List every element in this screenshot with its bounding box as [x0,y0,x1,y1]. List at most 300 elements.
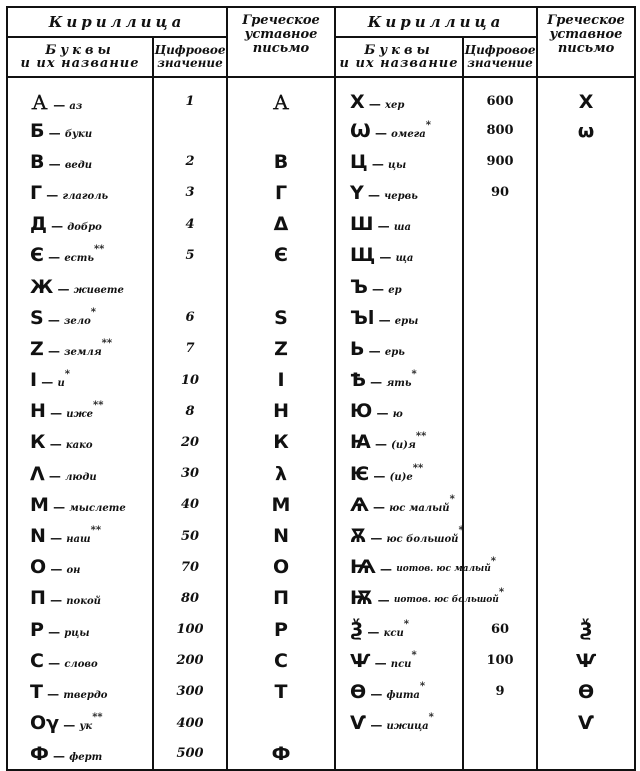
header-letters-left [7,37,153,77]
dash: — [364,96,386,111]
left-letter-cell [7,583,153,614]
numeric-value: 100 [463,645,537,676]
numeric-value [463,739,537,770]
letter-glyph: Н [30,400,46,423]
header-numeric-line1: Цифровое [154,43,226,57]
cyrillic-table [6,6,636,771]
numeric-value [463,302,537,333]
letter-name: аз [69,101,83,112]
left-letter-cell [7,146,153,177]
footnote-mark: ** [92,712,103,724]
letter-name: зело [64,315,91,327]
dash: — [45,406,67,421]
letter-name: и [57,378,65,390]
footnote-mark: * [64,369,70,381]
greek-letter: Х [537,77,635,115]
dash: — [366,718,387,733]
letter-name: люди [65,471,97,483]
table-row [7,333,635,364]
letter-glyph: О [30,556,47,579]
header-greek-right: Греческое уставное письмо [537,7,635,77]
letter-glyph: І [30,369,38,392]
dash: — [375,562,397,577]
letter-glyph: Ѱ [350,649,371,672]
letter-name: ук [79,721,93,733]
letter-glyph: Ж [30,275,54,298]
right-letter-cell [335,271,463,302]
table-row [7,177,635,208]
dash: — [370,655,391,670]
greek-letter: Ａ [227,77,335,115]
numeric-value: 60 [463,614,537,645]
left-letter-cell [7,676,153,707]
letter-glyph: Г [30,181,43,204]
left-letter-cell [7,739,153,770]
greek-letter: Т [227,676,335,707]
letter-glyph: Ф [30,742,49,765]
left-letter-cell [7,271,153,302]
dash: — [42,187,63,202]
left-letter-cell [7,209,153,240]
footnote-mark: ** [92,400,104,412]
footnote-mark: * [428,712,434,724]
letter-name: ижица [386,721,429,733]
dash: — [48,499,70,514]
footnote-mark: ** [90,525,102,537]
right-letter-cell [335,77,463,115]
greek-letter: Р [227,614,335,645]
dash: — [44,468,66,483]
letter-name: покой [66,596,101,608]
header-letters-line1: Буквы [45,43,115,58]
footnote-mark: * [411,649,417,661]
letter-glyph: В [30,150,45,173]
left-letter-cell [7,520,153,551]
greek-letter [537,271,635,302]
dash: — [364,343,385,358]
numeric-value [463,427,537,458]
dash: — [374,312,395,327]
greek-letter: Ѯ [537,614,635,645]
header-letters-line1: Буквы [364,43,434,58]
greek-letter [537,302,635,333]
letter-glyph: Ａ [30,92,50,114]
letter-name: он [66,565,81,577]
letter-name: твердо [63,689,108,701]
numeric-value: 10 [153,365,227,396]
numeric-value [463,396,537,427]
letter-glyph: Ѕ [30,306,44,329]
table-body [7,77,635,770]
footnote-mark: * [403,618,409,630]
table-row [7,614,635,645]
table-row [7,583,635,614]
letter-name: пси [390,658,412,670]
right-letter-cell [335,115,463,146]
table-row [7,708,635,739]
dash: — [368,499,390,514]
table-row [7,458,635,489]
dash: — [43,250,65,265]
greek-letter: Ѵ [537,708,635,739]
dash: — [370,125,392,140]
letter-glyph: Д [30,213,47,236]
header-numeric-left [153,37,227,77]
header-numeric-line2: значение [467,56,533,70]
footnote-mark: * [90,306,97,318]
letter-name: ша [393,222,411,234]
numeric-value: 20 [153,427,227,458]
letter-glyph: Т [30,680,43,703]
letter-name: ферт [69,751,103,763]
letter-name: есть [64,253,94,265]
letter-name: (и)я [391,440,416,452]
header-numeric-line2: значение [157,56,223,70]
numeric-value: 6 [153,302,227,333]
dash: — [43,655,65,670]
numeric-value: 2 [153,146,227,177]
letter-glyph: К [30,431,46,454]
numeric-value [463,271,537,302]
left-letter-cell [7,177,153,208]
greek-letter: Ѳ [537,676,635,707]
footnote-mark: ** [415,431,427,443]
letter-glyph: Оγ [30,712,60,735]
letter-name: ер [388,284,402,296]
header-numeric-line1: Цифровое [464,43,536,57]
letter-name: рцы [64,627,90,639]
right-letter-cell [335,240,463,271]
footnote-mark: * [419,680,426,692]
letter-glyph: Щ [350,244,376,267]
dash: — [363,187,385,202]
letter-name: буки [64,128,93,140]
letter-glyph: Ѡ [350,119,371,142]
dash: — [45,437,66,452]
letter-glyph: Ъ [350,275,368,298]
right-letter-cell [335,489,463,520]
footnote-mark: * [425,119,432,131]
dash: — [44,125,65,140]
greek-letter [537,177,635,208]
table-row [7,146,635,177]
greek-letter: Ѱ [537,645,635,676]
letter-glyph: Б [30,119,45,142]
letter-name: (и)е [389,471,413,483]
letter-name: земля [64,346,102,358]
right-letter-cell [335,146,463,177]
numeric-value: 500 [153,739,227,770]
table-row [7,645,635,676]
letter-name: иже [66,409,93,421]
footnote-mark: * [498,587,505,599]
table-row [7,739,635,770]
dash: — [369,468,390,483]
numeric-value: 7 [153,333,227,364]
letter-name: ю [392,409,403,421]
greek-letter: Β [227,146,335,177]
greek-letter: Є [227,240,335,271]
footnote-mark: * [411,369,417,381]
numeric-value [463,458,537,489]
table-row [7,489,635,520]
numeric-value: 90 [463,177,537,208]
numeric-value [463,209,537,240]
table-row [7,115,635,146]
dash: — [43,624,65,639]
letter-glyph: Р [30,618,44,641]
header-numeric-right [463,37,537,77]
dash: — [363,624,384,639]
numeric-value: 8 [153,396,227,427]
numeric-value [463,708,537,739]
numeric-value [153,271,227,302]
letter-glyph: Є [30,244,44,267]
dash: — [366,686,387,701]
numeric-value [463,489,537,520]
letter-name: мыслете [69,502,126,514]
header-cyrillic-left: Кириллица [7,7,227,37]
right-letter-cell [335,708,463,739]
numeric-value [153,115,227,146]
dash: — [372,406,393,421]
letter-glyph: Ѭ [350,587,374,610]
right-letter-cell [335,365,463,396]
greek-letter: М [227,489,335,520]
left-letter-cell [7,645,153,676]
numeric-value: 80 [153,583,227,614]
numeric-value: 900 [463,146,537,177]
greek-letter [537,739,635,770]
dash: — [366,531,387,546]
header-greek-left: Греческое уставное письмо [227,7,335,77]
left-letter-cell [7,240,153,271]
left-letter-cell [7,458,153,489]
footnote-mark: ** [101,337,113,349]
dash: — [43,343,65,358]
letter-name: добро [67,222,102,234]
table-row [7,365,635,396]
greek-letter: Ѕ [227,302,335,333]
right-letter-cell [335,552,496,583]
table-row [7,240,635,271]
left-letter-cell [7,365,153,396]
numeric-value: 3 [153,177,227,208]
letter-glyph: Ζ [30,337,44,360]
dash: — [45,531,67,546]
greek-letter: Γ [227,177,335,208]
letter-glyph: Ц [350,150,368,173]
letter-name: слово [64,658,98,670]
dash: — [45,593,67,608]
letter-name: наш [66,534,91,546]
dash: — [53,281,74,296]
greek-letter [537,520,635,551]
letter-name: цы [388,159,407,171]
letter-glyph: Ѣ [350,369,366,392]
letter-glyph: Ү [350,181,364,204]
numeric-value: 600 [463,77,537,115]
letter-glyph: Ѧ [350,493,369,516]
letter-glyph: М [30,493,49,516]
greek-letter: Ζ [227,333,335,364]
letter-glyph: Ѫ [350,525,367,548]
letter-name: како [65,440,93,452]
right-letter-cell [335,645,463,676]
letter-glyph: Ъl [350,306,375,329]
header-letters-line2: и их название [20,56,140,71]
dash: — [373,219,394,234]
numeric-value: 300 [153,676,227,707]
greek-letter: Ф [227,739,335,770]
greek-letter: Δ [227,209,335,240]
greek-letter: N [227,520,335,551]
table-row [7,676,635,707]
greek-letter: І [227,365,335,396]
letter-glyph: Ш [350,213,374,236]
dash: — [365,375,387,390]
header-cyrillic-right: Кириллица [335,7,537,37]
numeric-value: 9 [463,676,537,707]
greek-letter [537,458,635,489]
footnote-mark: * [490,556,496,568]
numeric-value: 800 [463,115,537,146]
left-letter-cell [7,552,153,583]
letter-name: кси [383,627,404,639]
dash: — [370,437,392,452]
greek-letter [537,427,635,458]
greek-letter [537,146,635,177]
table-row [7,302,635,333]
greek-letter [537,333,635,364]
numeric-value: 4 [153,209,227,240]
footnote-mark: ** [93,244,105,256]
letter-name: юс малый [389,502,450,514]
letter-name: хер [385,99,405,111]
dash: — [367,281,389,296]
letter-name: ща [395,253,414,265]
greek-letter: П [227,583,335,614]
numeric-value: 200 [153,645,227,676]
table-row [7,77,635,115]
table-row [7,552,635,583]
right-letter-cell [335,177,463,208]
greek-letter [537,489,635,520]
numeric-value [463,365,537,396]
letter-glyph: Ꙗ [350,431,371,454]
numeric-value: 50 [153,520,227,551]
letter-name: червь [384,190,418,202]
footnote-mark: ** [412,462,424,474]
left-letter-cell [7,115,153,146]
letter-glyph: П [30,587,46,610]
greek-letter [537,365,635,396]
right-letter-cell [335,739,463,770]
table-row [7,520,635,551]
dash: — [43,312,65,327]
numeric-value: 40 [153,489,227,520]
dash: — [373,593,394,608]
numeric-value: 5 [153,240,227,271]
footnote-mark: * [458,525,464,537]
numeric-value [463,520,537,551]
letter-name: ять [386,378,412,390]
left-letter-cell [7,427,153,458]
right-letter-cell [335,427,463,458]
letter-name: еры [394,315,419,327]
table-row [7,209,635,240]
letter-glyph: Ѩ [350,556,376,579]
numeric-value: 1 [153,77,227,115]
letter-glyph: Ь [350,337,365,360]
dash: — [37,375,58,390]
greek-letter [537,240,635,271]
greek-letter: С [227,645,335,676]
dash: — [46,219,68,234]
letter-name: ерь [384,346,405,358]
greek-letter: О [227,552,335,583]
letter-name: иотов. юс малый [396,563,491,574]
right-letter-cell [335,209,463,240]
greek-letter: λ [227,458,335,489]
dash: — [42,686,64,701]
letter-glyph: Ѵ [350,712,367,735]
table-row [7,427,635,458]
right-letter-cell [335,302,463,333]
letter-name: веди [64,159,92,171]
letter-glyph: Ю [350,400,373,423]
left-letter-cell [7,614,153,645]
dash: — [48,748,70,763]
numeric-value [463,333,537,364]
right-letter-cell [335,333,463,364]
numeric-value [463,240,537,271]
table-row [7,396,635,427]
letter-glyph: Ѯ [350,618,364,641]
letter-name: омега [391,128,426,140]
greek-letter [537,583,635,614]
greek-letter [537,209,635,240]
letter-glyph: Ѳ [350,680,367,703]
right-letter-cell [335,676,463,707]
numeric-value: 100 [153,614,227,645]
left-letter-cell [7,708,153,739]
numeric-value: 400 [153,708,227,739]
greek-letter: Н [227,396,335,427]
right-letter-cell [335,396,463,427]
dash: — [59,718,80,733]
dash: — [367,156,389,171]
table-row [7,271,635,302]
left-letter-cell [7,396,153,427]
numeric-value: 30 [153,458,227,489]
greek-letter: К [227,427,335,458]
letter-name: юс большой [386,534,459,546]
right-letter-cell [335,520,463,551]
right-letter-cell [335,614,463,645]
dash: — [375,250,396,265]
numeric-value: 70 [153,552,227,583]
greek-letter [227,271,335,302]
letter-name: иотов. юс большой [393,594,499,605]
letter-name: глаголь [62,190,109,202]
footnote-mark: * [449,493,455,505]
dash: — [44,156,65,171]
letter-glyph: Х [350,90,365,113]
header-letters-right [335,37,463,77]
letter-glyph: Λ [30,462,45,485]
letter-glyph: С [30,649,44,672]
